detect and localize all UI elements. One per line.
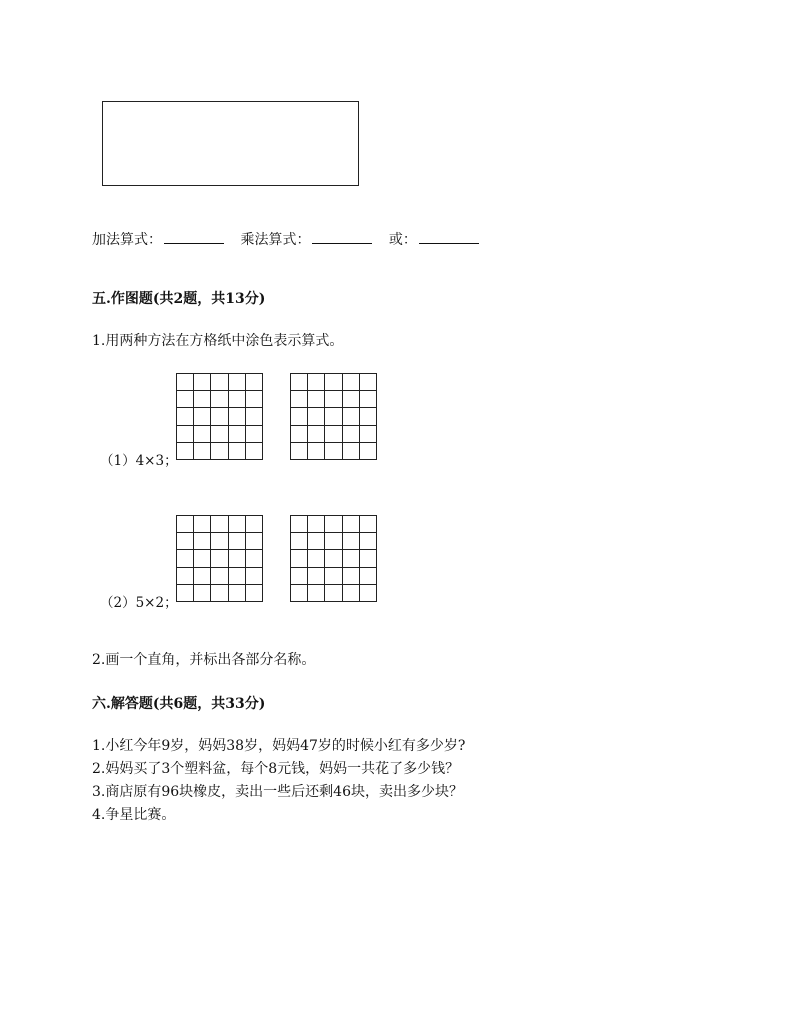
- grid-cell[interactable]: [177, 533, 194, 550]
- grid-cell[interactable]: [308, 516, 325, 533]
- grid-cell[interactable]: [291, 391, 308, 408]
- grid-cell[interactable]: [360, 408, 377, 425]
- grid-cell[interactable]: [194, 408, 211, 425]
- grid-2a[interactable]: [176, 515, 263, 602]
- grid-cell[interactable]: [291, 585, 308, 602]
- grid-cell[interactable]: [177, 568, 194, 585]
- grid-cell[interactable]: [229, 426, 246, 443]
- sub-question-1: （1）4×3；: [100, 453, 178, 469]
- grid-cell[interactable]: [343, 374, 360, 391]
- grid-cell[interactable]: [360, 426, 377, 443]
- grid-cell[interactable]: [308, 426, 325, 443]
- grid-cell[interactable]: [229, 585, 246, 602]
- grid-cell[interactable]: [343, 426, 360, 443]
- grid-cell[interactable]: [229, 391, 246, 408]
- grid-cell[interactable]: [229, 443, 246, 460]
- grid-cell[interactable]: [325, 533, 342, 550]
- grid-cell[interactable]: [343, 391, 360, 408]
- grid-cell[interactable]: [343, 408, 360, 425]
- answer-line: [92, 231, 479, 247]
- grid-cell[interactable]: [325, 568, 342, 585]
- grid-cell[interactable]: [308, 374, 325, 391]
- grid-cell[interactable]: [229, 568, 246, 585]
- grid-cell[interactable]: [194, 391, 211, 408]
- grid-cell[interactable]: [211, 443, 228, 460]
- grid-cell[interactable]: [308, 533, 325, 550]
- question-item: 4.争星比赛。: [92, 807, 176, 823]
- grid-cell[interactable]: [177, 443, 194, 460]
- grid-cell[interactable]: [194, 533, 211, 550]
- grid-cell[interactable]: [211, 533, 228, 550]
- grid-cell[interactable]: [246, 391, 263, 408]
- grid-cell[interactable]: [211, 426, 228, 443]
- grid-cell[interactable]: [246, 516, 263, 533]
- grid-cell[interactable]: [308, 550, 325, 567]
- grid-cell[interactable]: [308, 443, 325, 460]
- grid-cell[interactable]: [246, 426, 263, 443]
- grid-cell[interactable]: [229, 533, 246, 550]
- grid-cell[interactable]: [308, 408, 325, 425]
- grid-cell[interactable]: [291, 374, 308, 391]
- grid-cell[interactable]: [291, 443, 308, 460]
- grid-cell[interactable]: [343, 550, 360, 567]
- grid-cell[interactable]: [308, 585, 325, 602]
- grid-cell[interactable]: [325, 550, 342, 567]
- grid-cell[interactable]: [325, 585, 342, 602]
- grid-cell[interactable]: [343, 533, 360, 550]
- grid-cell[interactable]: [177, 426, 194, 443]
- grid-cell[interactable]: [194, 443, 211, 460]
- grid-cell[interactable]: [360, 533, 377, 550]
- grid-1b[interactable]: [290, 373, 377, 460]
- grid-cell[interactable]: [177, 585, 194, 602]
- grid-cell[interactable]: [360, 585, 377, 602]
- grid-cell[interactable]: [325, 391, 342, 408]
- grid-cell[interactable]: [246, 585, 263, 602]
- grid-cell[interactable]: [360, 516, 377, 533]
- grid-cell[interactable]: [325, 443, 342, 460]
- grid-cell[interactable]: [291, 533, 308, 550]
- grid-cell[interactable]: [211, 550, 228, 567]
- grid-cell[interactable]: [229, 550, 246, 567]
- grid-cell[interactable]: [360, 374, 377, 391]
- section5-question-2: 2.画一个直角，并标出各部分名称。: [92, 652, 316, 668]
- sub-question-2: （2）5×2；: [100, 595, 178, 611]
- drawing-box: [102, 101, 359, 186]
- grid-cell[interactable]: [194, 568, 211, 585]
- grid-cell[interactable]: [229, 408, 246, 425]
- grid-cell[interactable]: [211, 374, 228, 391]
- grid-cell[interactable]: [325, 408, 342, 425]
- grid-cell[interactable]: [211, 585, 228, 602]
- grid-cell[interactable]: [246, 550, 263, 567]
- grid-2b[interactable]: [290, 515, 377, 602]
- section5-heading: 五.作图题(共2题，共13分): [92, 291, 266, 307]
- grid-cell[interactable]: [343, 585, 360, 602]
- question-item: 1.小红今年9岁，妈妈38岁，妈妈47岁的时候小红有多少岁?: [92, 738, 466, 754]
- grid-cell[interactable]: [229, 374, 246, 391]
- grid-cell[interactable]: [246, 443, 263, 460]
- section5-question-1: 1.用两种方法在方格纸中涂色表示算式。: [92, 333, 344, 349]
- grid-cell[interactable]: [194, 516, 211, 533]
- grid-cell[interactable]: [343, 516, 360, 533]
- grid-cell[interactable]: [308, 391, 325, 408]
- grid-cell[interactable]: [325, 516, 342, 533]
- grid-cell[interactable]: [343, 568, 360, 585]
- grid-cell[interactable]: [194, 585, 211, 602]
- grid-cell[interactable]: [291, 426, 308, 443]
- grid-cell[interactable]: [177, 408, 194, 425]
- grid-cell[interactable]: [325, 374, 342, 391]
- grid-cell[interactable]: [360, 443, 377, 460]
- grid-cell[interactable]: [194, 550, 211, 567]
- grid-cell[interactable]: [211, 516, 228, 533]
- grid-cell[interactable]: [229, 516, 246, 533]
- grid-cell[interactable]: [291, 408, 308, 425]
- question-item: 2.妈妈买了3个塑料盆，每个8元钱，妈妈一共花了多少钱？: [92, 761, 460, 777]
- section6-heading: 六.解答题(共6题，共33分): [92, 696, 266, 712]
- grid-cell[interactable]: [308, 568, 325, 585]
- grid-cell[interactable]: [211, 408, 228, 425]
- grid-cell[interactable]: [246, 533, 263, 550]
- grid-cell[interactable]: [360, 568, 377, 585]
- add-label: 加法算式：: [92, 232, 162, 248]
- mul-label: 乘法算式：: [240, 232, 311, 248]
- question-item: 3.商店原有96块橡皮，卖出一些后还剩46块，卖出多少块？: [92, 784, 463, 800]
- grid-cell[interactable]: [291, 516, 308, 533]
- grid-cell[interactable]: [360, 391, 377, 408]
- or-label: 或：: [388, 232, 417, 248]
- grid-cell[interactable]: [194, 374, 211, 391]
- grid-cell[interactable]: [211, 391, 228, 408]
- or-blank[interactable]: [419, 231, 479, 244]
- grid-cell[interactable]: [177, 391, 194, 408]
- grid-1a[interactable]: [176, 373, 263, 460]
- grid-cell[interactable]: [177, 374, 194, 391]
- grid-cell[interactable]: [177, 516, 194, 533]
- grid-cell[interactable]: [246, 568, 263, 585]
- grid-cell[interactable]: [325, 426, 342, 443]
- grid-cell[interactable]: [291, 568, 308, 585]
- grid-cell[interactable]: [291, 550, 308, 567]
- grid-cell[interactable]: [246, 374, 263, 391]
- grid-cell[interactable]: [246, 408, 263, 425]
- grid-cell[interactable]: [177, 550, 194, 567]
- add-blank[interactable]: [164, 231, 224, 244]
- grid-cell[interactable]: [194, 426, 211, 443]
- mul-blank[interactable]: [312, 231, 372, 244]
- grid-cell[interactable]: [343, 443, 360, 460]
- grid-cell[interactable]: [211, 568, 228, 585]
- grid-cell[interactable]: [360, 550, 377, 567]
